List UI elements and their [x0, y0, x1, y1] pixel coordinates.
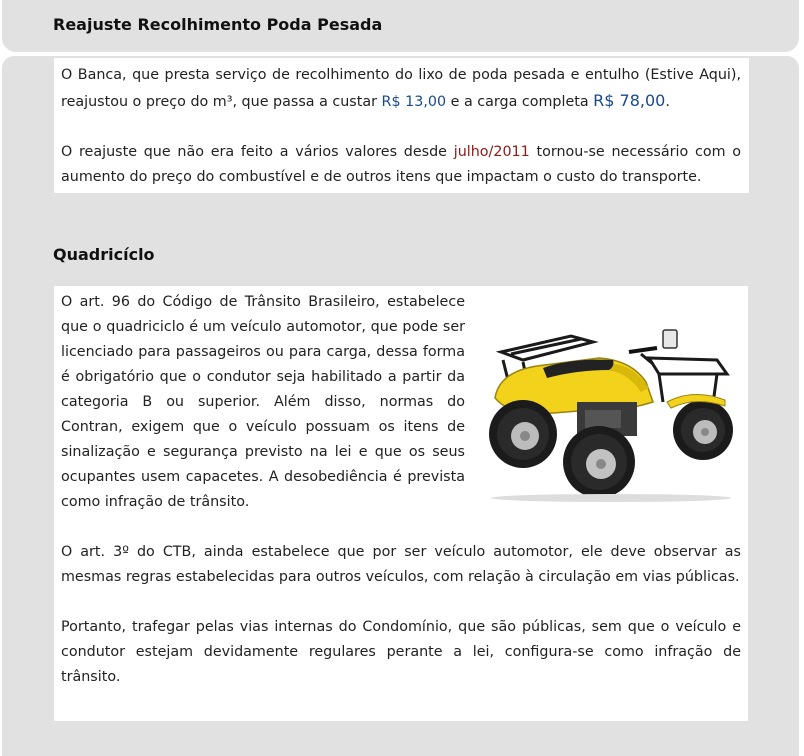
paragraph-art96: O art. 96 do Código de Trânsito Brasileiro, estabelece que o quadriciclo é um veículo automotor, que pode ser licenciado para passageiros ou para carga, dessa forma é obrigatório que o condutor seja habilitado a partir da categoria B ou superior. Além disso, normas do Contran, exigem que o veículo possuam os itens de sinalização e segurança previsto na lei e que os seus ocupantes usem capacetes. A desobediência é prevista como infração de trânsito.	[61, 294, 465, 510]
quadricycle-image	[481, 302, 741, 502]
paragraph-reajuste: O Banca, que presta serviço de recolhimento do lixo de poda pesada e entulho (Estive Aqui), reajustou o preço do m³, que passa a custar R$ 13,00 e a carga completa R$ 78,00.	[61, 67, 741, 110]
price-m3: R$ 13,00	[381, 94, 447, 110]
paragraph-portanto: Portanto, trafegar pelas vias internas do Condomínio, que são públicas, sem que o veículo e condutor estejam devidamente regulares perante a lei, configura-se como infração de trânsito.	[61, 619, 741, 685]
date-link: julho/2011	[453, 144, 530, 160]
paragraph-art3: O art. 3º do CTB, ainda estabelece que por ser veículo automotor, ele deve observar as mesmas regras estabelecidas para outros veículos, com relação à circulação em vias públicas.	[61, 544, 741, 585]
paragraph-reajuste-reason: O reajuste que não era feito a vários valores desde julho/2011 tornou-se necessário com o aumento do preço do combustível e de outros itens que impactam o custo do transporte.	[61, 144, 741, 185]
article-box-quadriciclo	[54, 286, 748, 721]
price-full-load: R$ 78,00	[593, 91, 666, 110]
section-title-poda: Reajuste Recolhimento Poda Pesada	[53, 15, 383, 34]
article-box-poda	[54, 58, 749, 193]
section-title-quadriciclo: Quadricíclo	[53, 245, 155, 264]
